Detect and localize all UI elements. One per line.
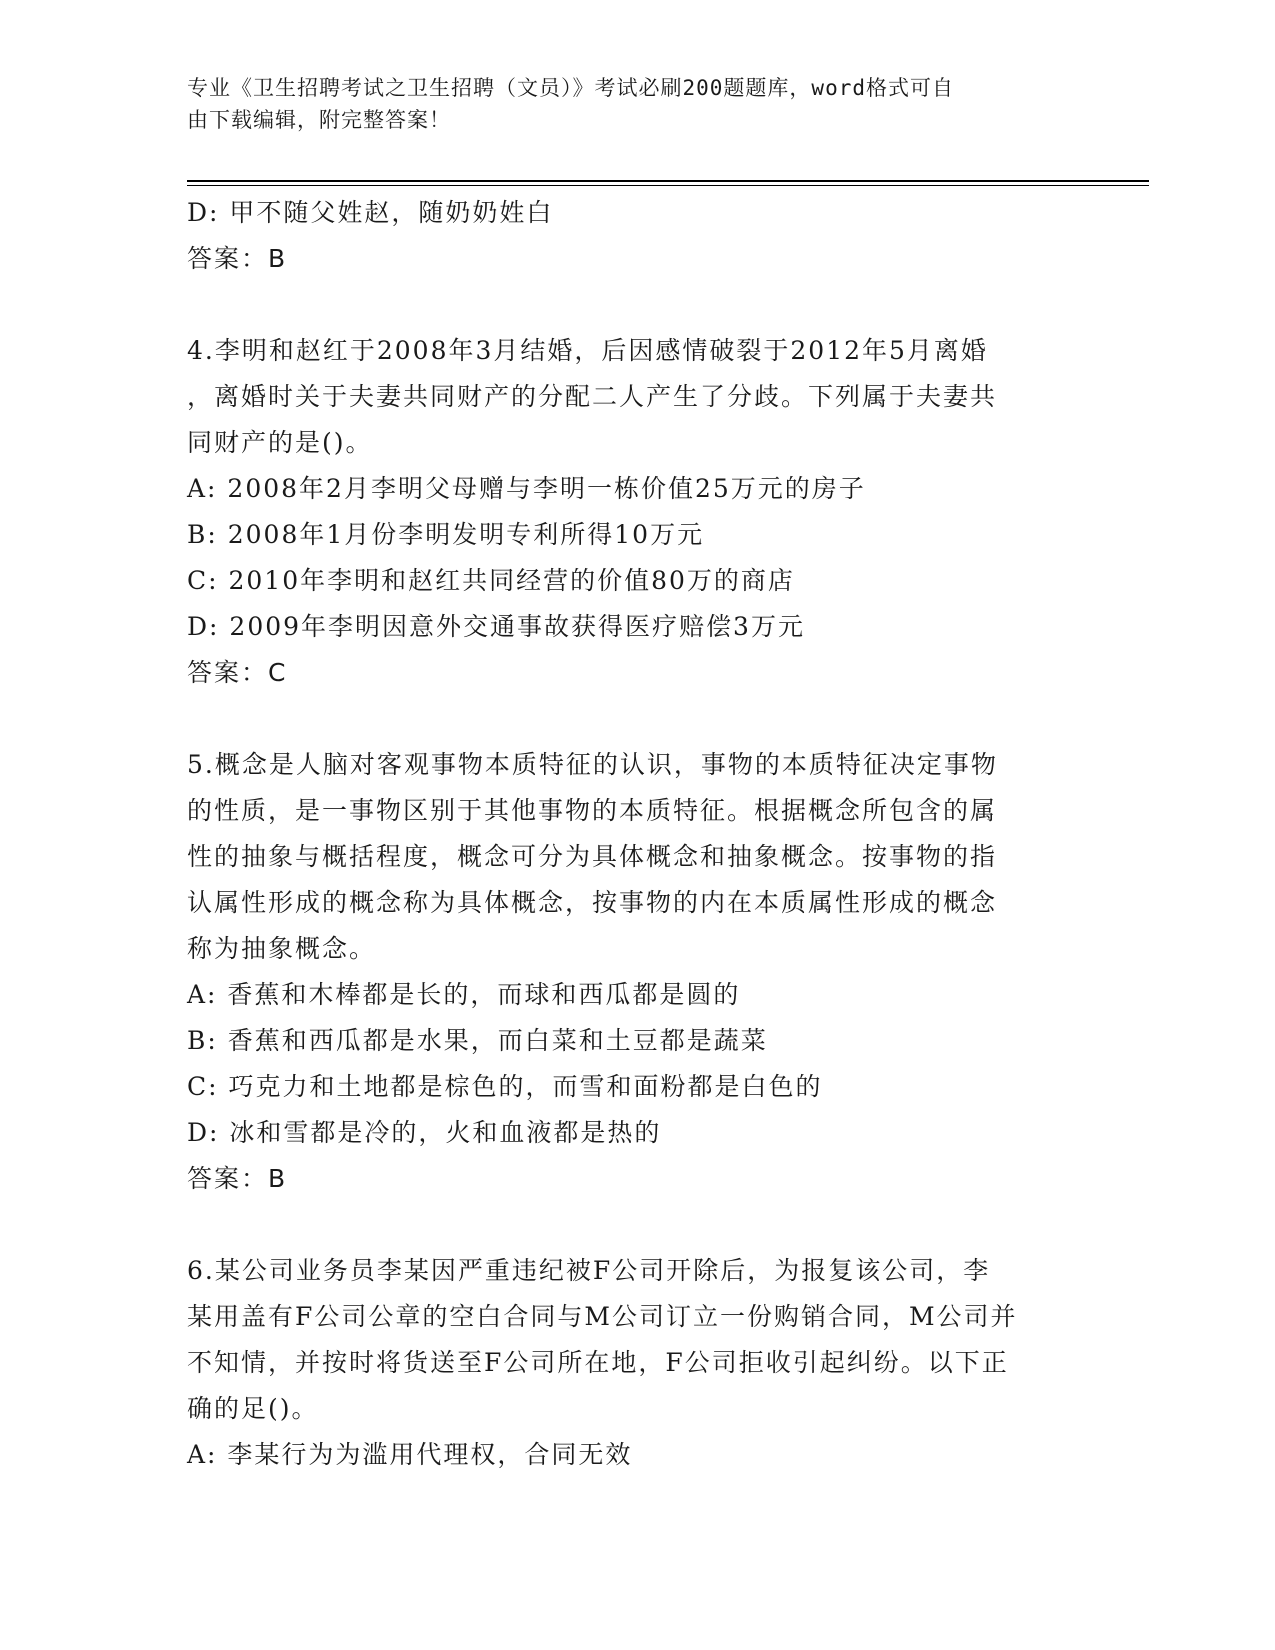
q5-option-d: D: 冰和雪都是冷的，火和血液都是热的 xyxy=(187,1118,662,1147)
header-divider-bottom xyxy=(187,185,1149,186)
header-divider-top xyxy=(187,180,1149,182)
q5-option-c: C: 巧克力和土地都是棕色的，而雪和面粉都是白色的 xyxy=(187,1072,823,1101)
q4-stem-line: ，离婚时关于夫妻共同财产的分配二人产生了分歧。下列属于夫妻共 xyxy=(187,382,998,411)
q6-stem-line: 不知情，并按时将货送至F公司所在地，F公司拒收引起纠纷。以下正 xyxy=(187,1348,1009,1377)
q5-stem-line: 性的抽象与概括程度，概念可分为具体概念和抽象概念。按事物的指 xyxy=(187,842,998,871)
q6-stem-line: 某用盖有F公司公章的空白合同与M公司订立一份购销合同，M公司并 xyxy=(187,1302,1018,1331)
question-3-tail xyxy=(187,190,1087,282)
q5-option-b: B: 香蕉和西瓜都是水果，而白菜和土豆都是蔬菜 xyxy=(187,1026,768,1055)
q6-stem-line: 6.某公司业务员李某因严重违纪被F公司开除后，为报复该公司，李 xyxy=(187,1256,991,1285)
document-header xyxy=(187,72,1067,136)
q5-option-a: A: 香蕉和木棒都是长的，而球和西瓜都是圆的 xyxy=(187,980,741,1009)
question-4 xyxy=(187,328,1087,696)
q4-option-b: B: 2008年1月份李明发明专利所得10万元 xyxy=(187,520,705,549)
q5-answer: 答案：B xyxy=(187,1164,288,1193)
header-title-line-1: 专业《卫生招聘考试之卫生招聘（文员）》考试必刷200题题库，word格式可自 xyxy=(187,76,954,100)
q4-option-a: A: 2008年2月李明父母赠与李明一栋价值25万元的房子 xyxy=(187,474,866,503)
q4-option-c: C: 2010年李明和赵红共同经营的价值80万的商店 xyxy=(187,566,795,595)
spacer xyxy=(187,282,1087,328)
q5-stem-line: 的性质，是一事物区别于其他事物的本质特征。根据概念所包含的属 xyxy=(187,796,998,825)
q5-stem-line: 5.概念是人脑对客观事物本质特征的认识，事物的本质特征决定事物 xyxy=(187,750,998,779)
spacer xyxy=(187,1202,1087,1248)
q3-answer: 答案：B xyxy=(187,244,288,273)
header-title-line-2: 由下载编辑，附完整答案！ xyxy=(187,108,451,132)
document-body xyxy=(187,190,1087,1478)
q3-option-d: D: 甲不随父姓赵，随奶奶姓白 xyxy=(187,198,554,227)
question-6 xyxy=(187,1248,1087,1478)
q4-answer: 答案：C xyxy=(187,658,288,687)
q6-option-a: A: 李某行为为滥用代理权，合同无效 xyxy=(187,1440,633,1469)
q5-stem-line: 称为抽象概念。 xyxy=(187,934,377,963)
q4-option-d: D: 2009年李明因意外交通事故获得医疗赔偿3万元 xyxy=(187,612,805,641)
q4-stem-line: 同财产的是()。 xyxy=(187,428,373,457)
question-5 xyxy=(187,742,1087,1202)
q6-stem-line: 确的足()。 xyxy=(187,1394,319,1423)
q4-stem-line: 4.李明和赵红于2008年3月结婚，后因感情破裂于2012年5月离婚 xyxy=(187,336,988,365)
spacer xyxy=(187,696,1087,742)
q5-stem-line: 认属性形成的概念称为具体概念，按事物的内在本质属性形成的概念 xyxy=(187,888,998,917)
